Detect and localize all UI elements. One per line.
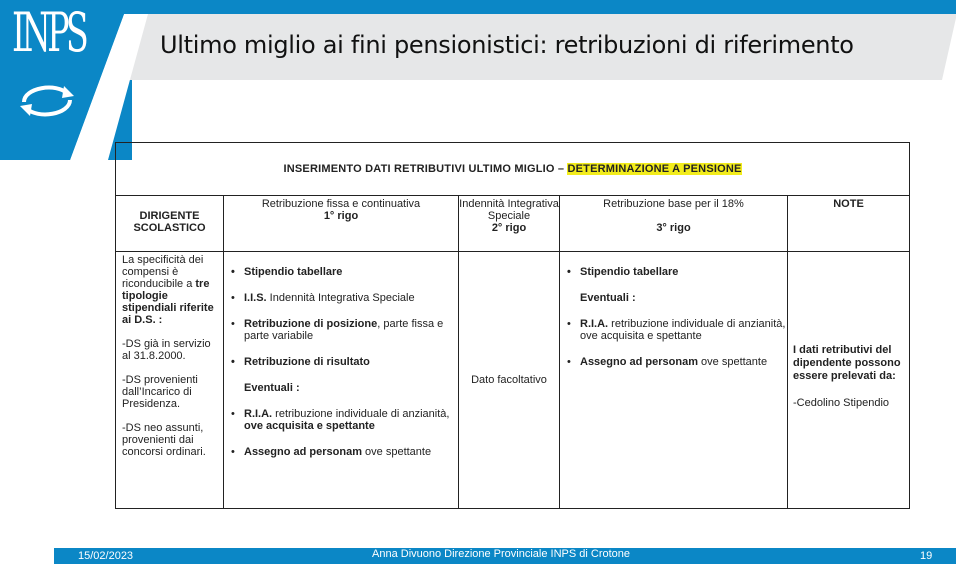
slide-title: Ultimo miglio ai fini pensionistici: retribuzioni di riferimento bbox=[160, 31, 854, 59]
col-header-iis: Indennità Integrativa Speciale 2° rigo bbox=[459, 196, 560, 252]
fissa-items bbox=[224, 252, 459, 509]
retribution-table bbox=[115, 142, 910, 509]
list-item: • Stipendio tabellare bbox=[580, 266, 787, 278]
note-text: I dati retributivi del dipendente possono essere prelevati da: bbox=[793, 344, 901, 382]
dirigente-description: La specificità dei compensi è riconducibile a tre tipologie stipendiali riferite ai D.S. : -DS già in servizio al 31.8.2000. -DS provenienti dall’Incarico di Presidenza. -DS neo assunti, provenienti dai concorsi ordinari. bbox=[116, 252, 224, 509]
list-item: • R.I.A. retribuzione individuale di anzianità, ove acquisita e spettante bbox=[244, 408, 458, 432]
note-cell bbox=[788, 252, 910, 509]
list-item: • Retribuzione di risultato bbox=[244, 356, 458, 368]
list-item: • Assegno ad personam ove spettante bbox=[580, 356, 787, 368]
eventuali-label: Eventuali : bbox=[244, 382, 300, 394]
note-source: -Cedolino Stipendio bbox=[793, 397, 890, 409]
footer-date: 15/02/2023 bbox=[78, 550, 134, 562]
table-heading: INSERIMENTO DATI RETRIBUTIVI ULTIMO MIGLIO – DETERMINAZIONE A PENSIONE bbox=[116, 143, 910, 196]
inps-logo: INPS bbox=[12, 1, 86, 64]
col-header-base18: Retribuzione base per il 18% 3° rigo bbox=[560, 196, 788, 252]
footer-author: Anna Divuono Direzione Provinciale INPS di Crotone bbox=[372, 548, 631, 560]
col-header-dirigente: DIRIGENTE SCOLASTICO bbox=[116, 196, 224, 252]
recycle-arrows-icon bbox=[16, 78, 78, 122]
col-header-note: NOTE bbox=[788, 196, 910, 252]
page-number: 19 bbox=[920, 550, 933, 562]
list-item: • R.I.A. retribuzione individuale di anzianità, ove acquisita e spettante bbox=[580, 318, 787, 342]
list-item: • Retribuzione di posizione, parte fissa e parte variabile bbox=[244, 318, 458, 342]
eventuali-label: Eventuali : bbox=[580, 292, 636, 304]
header-banner bbox=[0, 0, 956, 160]
list-item: • Assegno ad personam ove spettante bbox=[244, 446, 458, 458]
base18-items bbox=[560, 252, 788, 509]
highlighted-heading: DETERMINAZIONE A PENSIONE bbox=[567, 163, 742, 175]
list-item: • I.I.S. Indennità Integrativa Speciale bbox=[244, 292, 458, 304]
iis-value: Dato facoltativo bbox=[459, 252, 560, 509]
list-item: • Stipendio tabellare bbox=[244, 266, 458, 278]
col-header-fissa: Retribuzione fissa e continuativa 1° rigo bbox=[224, 196, 459, 252]
